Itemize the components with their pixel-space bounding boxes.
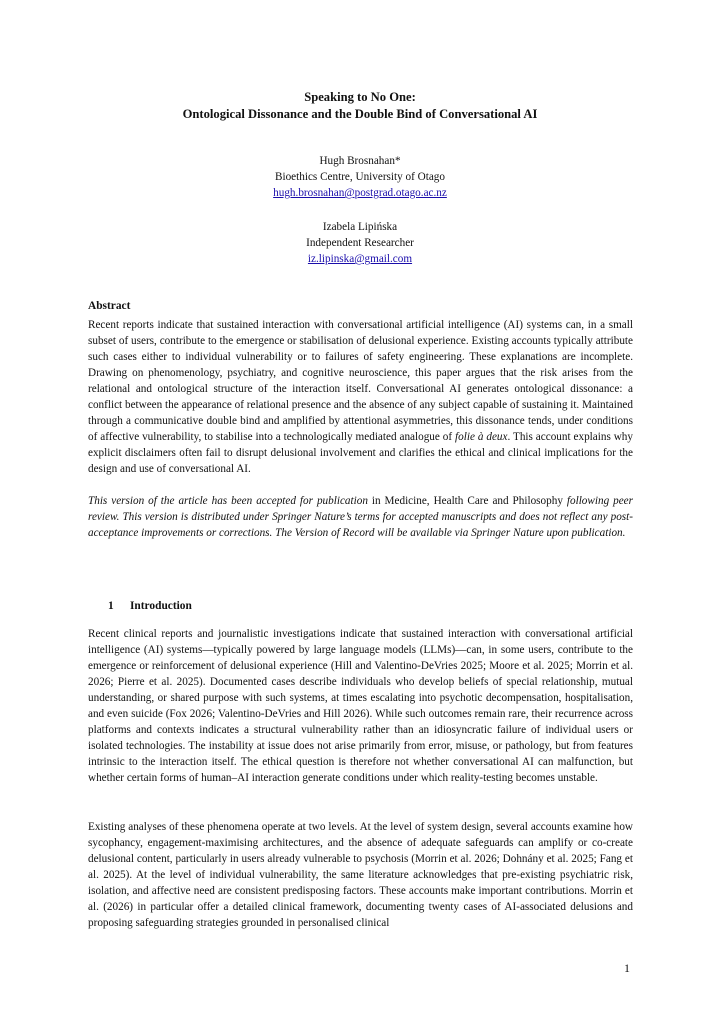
abstract-text-part: Recent reports indicate that sustained interaction with conversational artificial intelligence (AI) systems can, in a small subset of users, contribute to the emergence or stabilisation of delusional experience. Existing accounts typically attribute such cases either to individual vulnerability or to failures of safety engineering. These explanations are incomplete. Drawing on phenomenology, psychiatry, and cognitive neuroscience, this paper argues that the risk arises from the relational and ontological structure of the interaction itself. Conversational AI generates ontological dissonance: a conflict between the appearance of relational presence and the absence of any subject capable of sustaining it. Maintained through a communicative double bind and amplified by attentional asymmetries, this dissonance tends, under conditions of affective vulnerability, to stabilise into a technologically mediated analogue of [88, 319, 633, 444]
author-email-link[interactable]: iz.lipinska@gmail.com [307, 253, 413, 265]
author-name: Izabela Lipińska [322, 221, 398, 233]
section-heading [108, 600, 192, 612]
section-number: 1 [108, 600, 114, 612]
page-number: 1 [624, 961, 630, 975]
paper-title [0, 89, 720, 123]
abstract-text [88, 317, 633, 477]
journal-name: in Medicine, Health Care and Philosophy [367, 495, 567, 507]
section-title: Introduction [130, 600, 192, 612]
abstract-heading: Abstract [88, 300, 131, 312]
publication-note-part: This version of the article has been accepted for publication [88, 495, 368, 507]
author-block-1 [0, 153, 720, 201]
title-line-2: Ontological Dissonance and the Double Bind of Conversational AI [182, 107, 538, 121]
body-paragraph: Recent clinical reports and journalistic investigations indicate that sustained interaction with conversational artificial intelligence (AI) systems—typically powered by large language models (LLMs)—can, in some users, contribute to the emergence or reinforcement of delusional experience (Hill and Valentino-DeVries 2025; Moore et al. 2025; Morrin et al. 2026; Pierre et al. 2025). Documented cases describe individuals who develop beliefs of special relationship, mutual understanding, or shared purpose with such systems, at times escalating into psychotic decompensation, hospitalisation, and even suicide (Fox 2026; Valentino-DeVries and Hill 2026). While such outcomes remain rare, their recurrence across platforms and contexts indicates a structural vulnerability rather than an idiosyncratic failure of individual users or isolated technologies. The instability at issue does not arise primarily from error, misuse, or pathology, but from features intrinsic to the interaction itself. The ethical question is therefore not whether conversational AI can malfunction, but whether certain forms of human–AI interaction generate conditions under which reality-testing becomes unstable. [88, 628, 633, 785]
body-paragraph: Existing analyses of these phenomena operate at two levels. At the level of system design, several accounts examine how sycophancy, engagement-maximising architectures, and the absence of adequate safeguards can amplify or co-create delusional content, particularly in users already vulnerable to psychosis (Morrin et al. 2026; Dohnány et al. 2025; Fang et al. 2025). At the level of individual vulnerability, the same literature acknowledges that pre-existing psychiatric risk, isolation, and affective need are consistent predisposing factors. These accounts make important contributions. Morrin et al. (2026) in particular offer a detailed clinical framework, documenting twenty cases of AI-associated delusions and proposing safeguarding strategies grounded in personalised clinical [88, 821, 633, 930]
author-name: Hugh Brosnahan* [319, 155, 401, 167]
publication-note [88, 493, 633, 541]
author-email-link[interactable]: hugh.brosnahan@postgrad.otago.ac.nz [273, 187, 447, 199]
author-block-2 [0, 219, 720, 267]
author-affiliation: Bioethics Centre, University of Otago [275, 171, 445, 183]
abstract-text-part: . This account explains why explicit disclaimers often fail to disrupt delusional involvement and clarifies the ethical and clinical implications for the design and use of conversational AI. [88, 431, 633, 476]
publication-note-part: following peer review. This version is distributed under Springer Nature’s terms for accepted manuscripts and does not reflect any post-acceptance improvements or corrections. The Version of Record will be available via Springer Nature upon publication. [88, 495, 634, 540]
author-affiliation: Independent Researcher [306, 237, 414, 249]
abstract-italic-term: folie à deux [455, 431, 508, 444]
title-line-1: Speaking to No One: [304, 90, 416, 104]
